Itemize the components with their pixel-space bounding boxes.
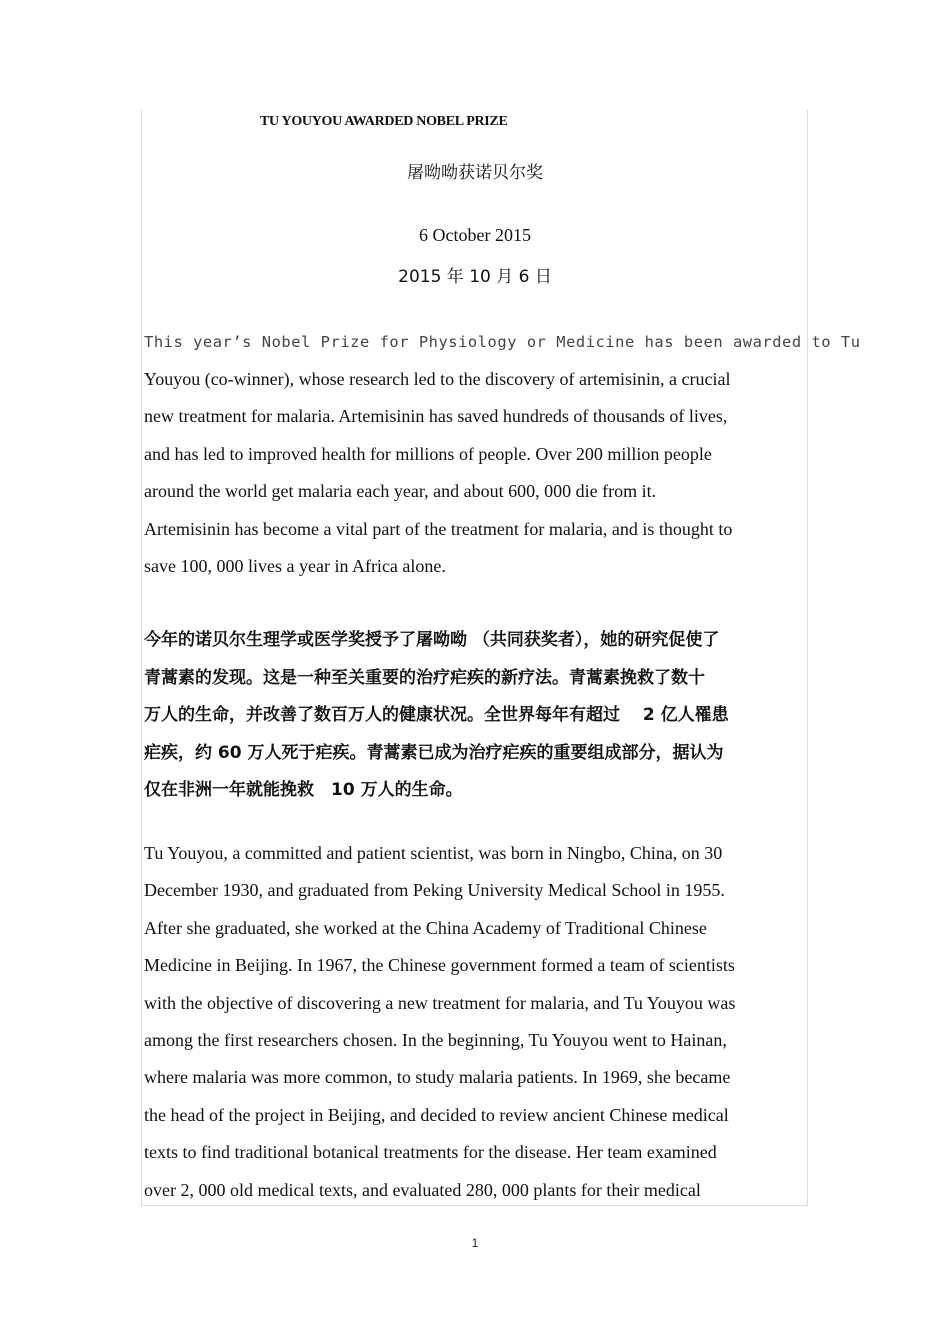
paragraph-line: and has led to improved health for millions of people. Over 200 million people [144, 443, 712, 464]
paragraph-line: among the first researchers chosen. In the beginning, Tu Youyou went to Hainan, [144, 1029, 727, 1050]
paragraph-line: around the world get malaria each year, and about 600, 000 die from it. [144, 481, 657, 501]
paragraph-line: 青蒿素的发现。这是一种至关重要的治疗疟疾的新疗法。青蒿素挽救了数十 [144, 667, 705, 688]
paragraph-line: save 100, 000 lives a year in Africa alone. [144, 556, 446, 576]
paragraph-line: texts to find traditional botanical treatments for the disease. Her team examined [144, 1142, 717, 1163]
title-chinese: 屠呦呦获诺贝尔奖 [407, 163, 543, 183]
paragraph-line: 今年的诺贝尔生理学或医学奖授予了屠呦呦 （共同获奖者），她的研究促使了 [144, 630, 720, 650]
title-english: TU YOUYOU AWARDED NOBEL PRIZE [260, 114, 508, 129]
paragraph-line: 疟疾，约 60 万人死于疟疾。青蒿素已成为治疗疟疾的重要组成部分，据认为 [144, 742, 724, 763]
paragraph-line: Tu Youyou, a committed and patient scientist, was born in Ningbo, China, on 30 [144, 843, 723, 863]
paragraph-line: December 1930, and graduated from Peking University Medical School in 1955. [144, 880, 725, 901]
paragraph-line: where malaria was more common, to study malaria patients. In 1969, she became [144, 1067, 731, 1088]
paragraph-line: Artemisinin has become a vital part of the treatment for malaria, and is thought to [144, 518, 733, 539]
paragraph-line: Medicine in Beijing. In 1967, the Chinese government formed a team of scientists [144, 955, 735, 976]
paragraph-intro-english [144, 329, 861, 592]
paragraph-line: the head of the project in Beijing, and decided to review ancient Chinese medical [144, 1104, 729, 1125]
paragraph-line: with the objective of discovering a new treatment for malaria, and Tu Youyou was [144, 992, 736, 1013]
paragraph-line: new treatment for malaria. Artemisinin has saved hundreds of thousands of lives, [144, 406, 728, 426]
paragraph-biography [144, 841, 735, 1215]
page-number: 1 [471, 1236, 479, 1250]
paragraph-line-text: This year’s Nobel Prize for Physiology or Medicine has been awarded to Tu [144, 333, 861, 351]
paragraph-line [144, 329, 861, 367]
paragraph-line: over 2, 000 old medical texts, and evaluated 280, 000 plants for their medical [144, 1179, 701, 1200]
date-english: 6 October 2015 [419, 225, 531, 245]
paragraph-line: Youyou (co-winner), whose research led to the discovery of artemisinin, a crucial [144, 368, 731, 389]
paragraph-line: 仅在非洲一年就能挽救 10 万人的生命。 [144, 780, 463, 800]
paragraph-line: 万人的生命，并改善了数百万人的健康状况。全世界每年有超过 2 亿人罹患 [144, 705, 729, 725]
paragraph-intro-chinese [144, 628, 729, 816]
paragraph-line: After she graduated, she worked at the China Academy of Traditional Chinese [144, 917, 707, 938]
date-chinese: 2015 年 10 月 6 日 [398, 267, 552, 287]
